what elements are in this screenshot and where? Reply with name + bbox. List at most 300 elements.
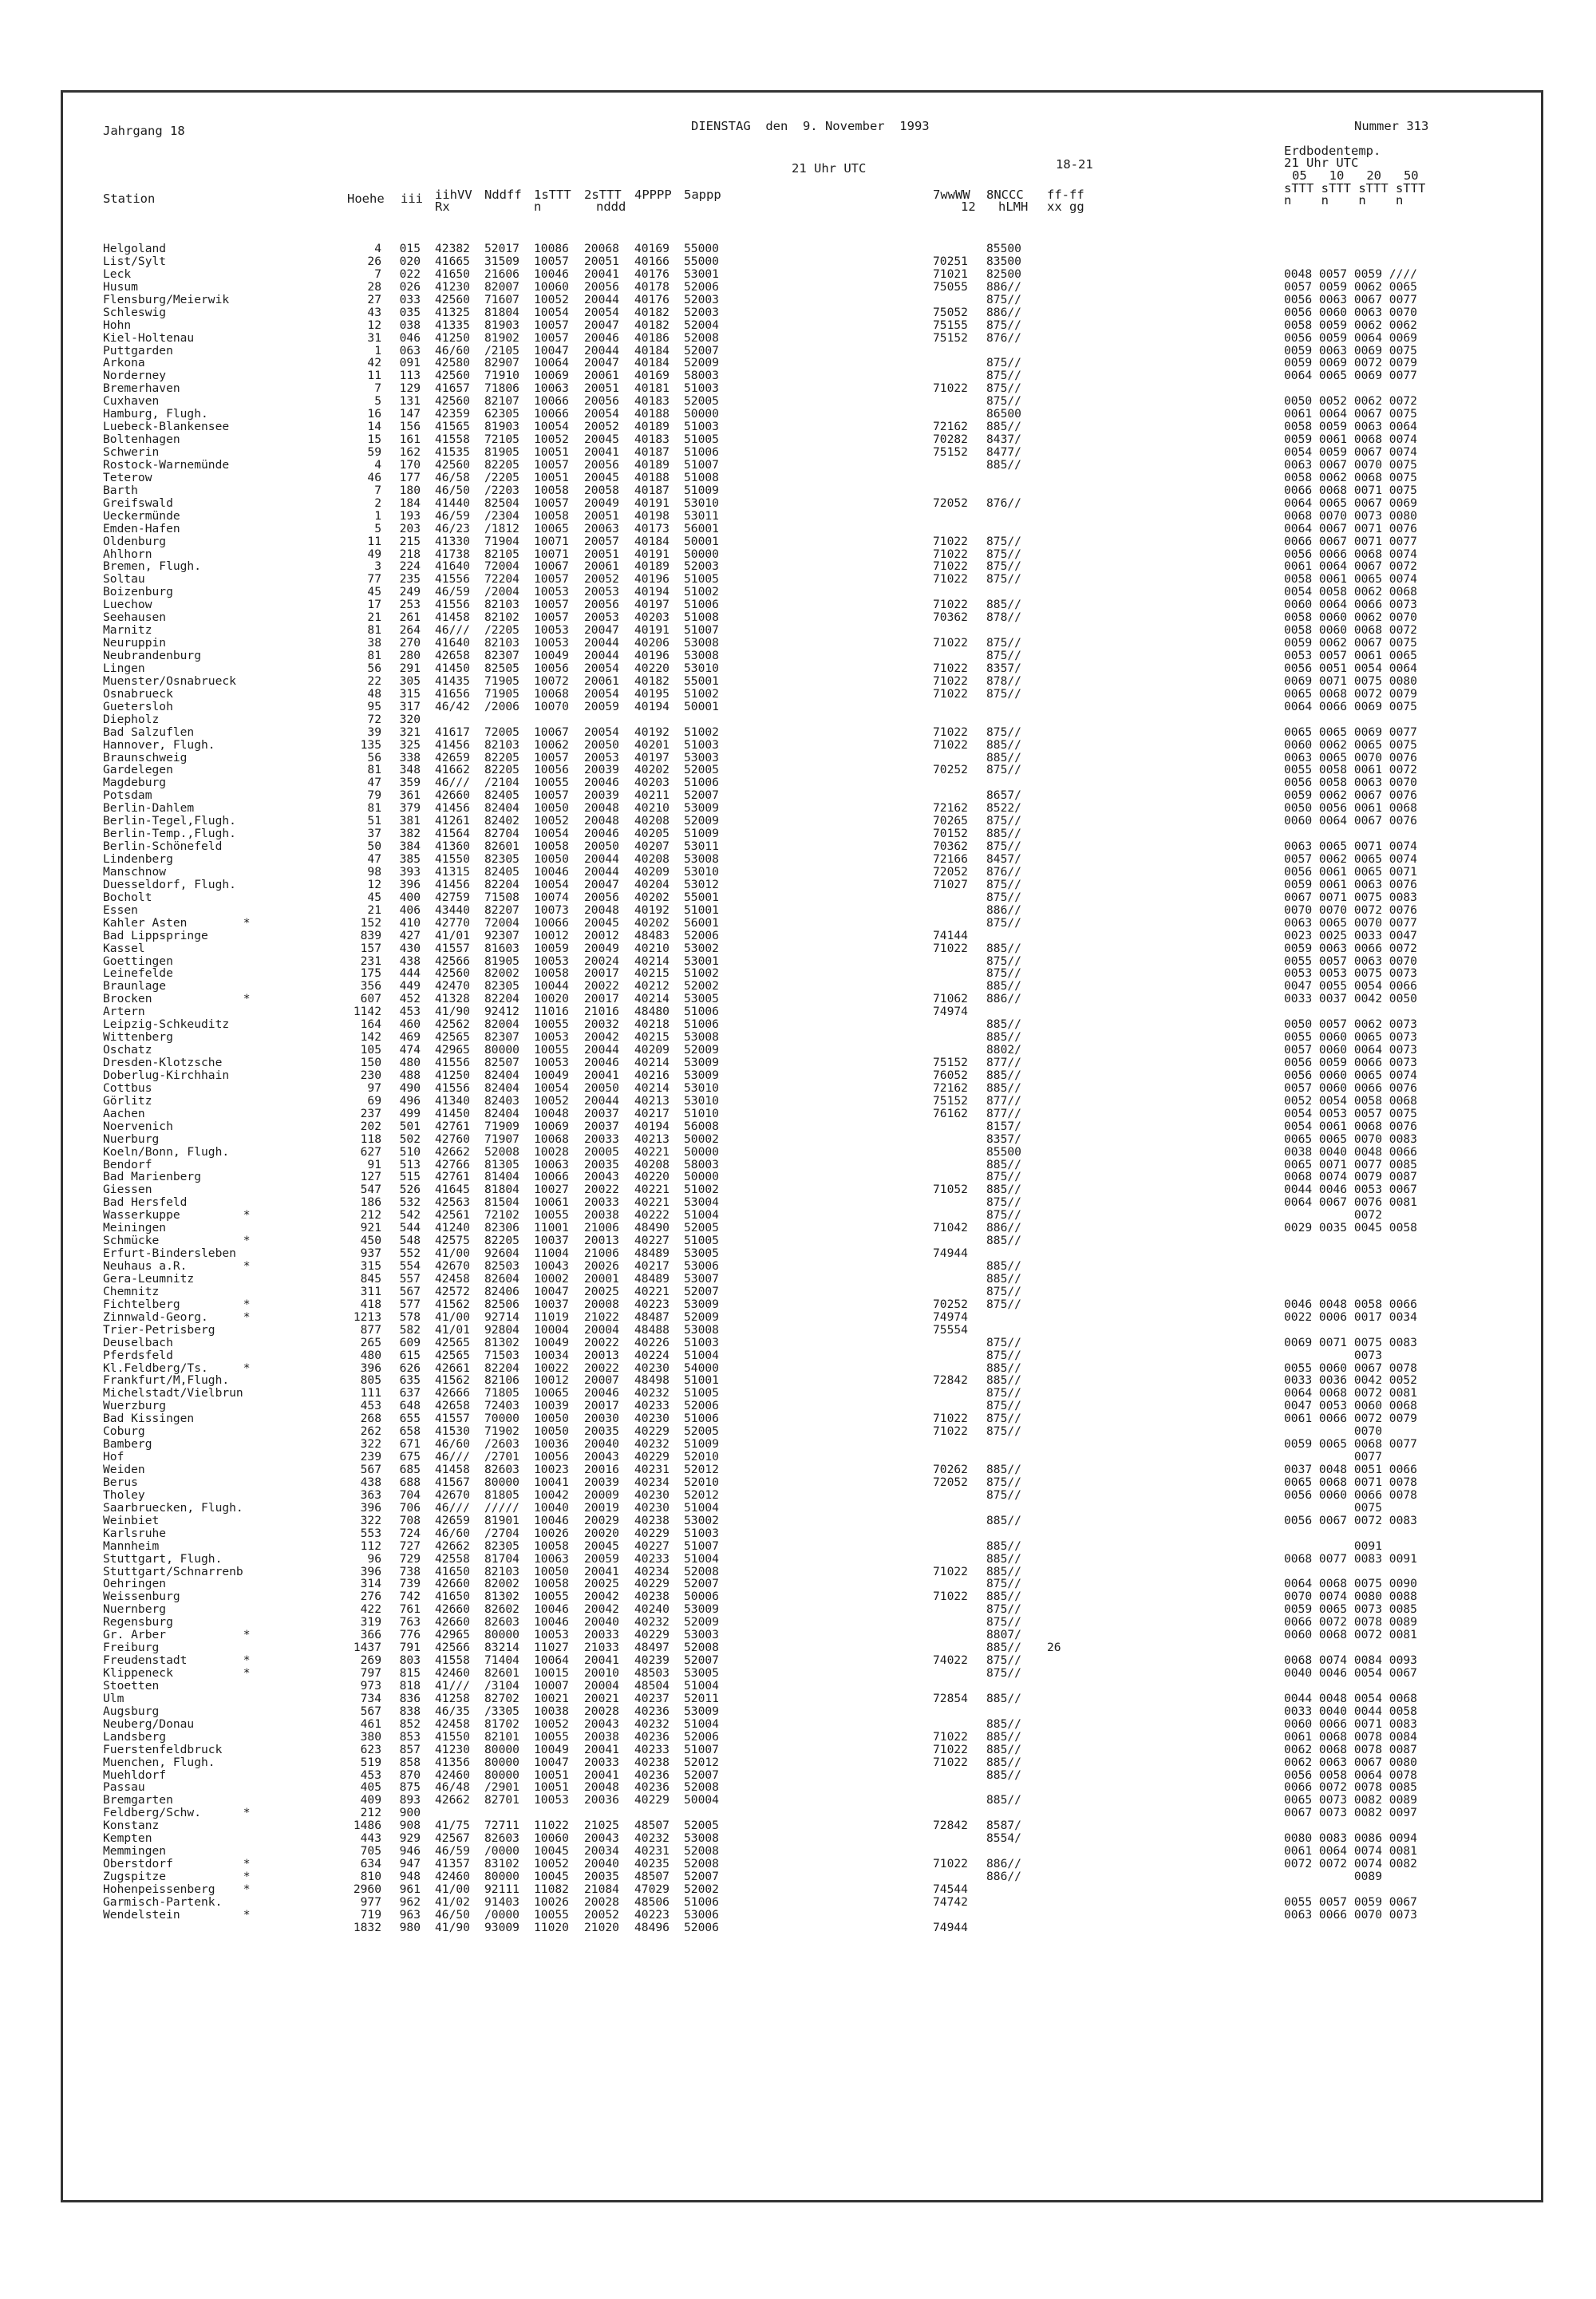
cell-t1: 10046 — [534, 864, 569, 879]
station-row — [63, 1082, 1541, 1095]
cell-cloud: 83500 — [986, 254, 1021, 268]
cell-soil: 0054 0059 0067 0074 — [1284, 445, 1417, 459]
cell-p5: 54000 — [684, 1361, 719, 1375]
cell-hoehe: 734 — [360, 1691, 381, 1705]
cell-p5: 51006 — [684, 776, 719, 790]
cell-t2: 20048 — [584, 801, 619, 816]
col-header-soil-sub: n n n n — [1284, 193, 1404, 207]
cell-soil: 0054 0058 0062 0068 — [1284, 585, 1417, 599]
station-row — [63, 548, 1541, 561]
cell-p5: 52011 — [684, 1691, 719, 1705]
cell-soil: 0065 0071 0077 0085 — [1284, 1157, 1417, 1171]
cell-ww: 71022 — [933, 381, 968, 396]
cell-t2: 20004 — [584, 1678, 619, 1693]
cell-station: Barth — [103, 483, 138, 497]
cell-nddff: 82305 — [484, 852, 519, 866]
cell-cloud: 875// — [986, 356, 1021, 370]
cell-p4: 40207 — [634, 839, 670, 854]
cell-t2: 21025 — [584, 1819, 619, 1833]
cell-cloud: 85500 — [986, 1144, 1021, 1159]
cell-ww: 74022 — [933, 1653, 968, 1668]
cell-p5: 52007 — [684, 1653, 719, 1668]
cell-t1: 10045 — [534, 1844, 569, 1859]
cell-p5: 52009 — [684, 1615, 719, 1629]
cell-nddff: 82102 — [484, 610, 519, 625]
cell-iii: 170 — [399, 457, 421, 472]
cell-hoehe: 480 — [360, 1348, 381, 1362]
cell-nddff: 71404 — [484, 1653, 519, 1668]
cell-p5: 56001 — [684, 521, 719, 535]
soil-temp-time: 21 Uhr UTC — [1284, 156, 1359, 170]
cell-station: Norderney — [103, 369, 167, 383]
cell-hoehe: 112 — [360, 1539, 381, 1553]
cell-station: Erfurt-Bindersleben — [103, 1246, 236, 1261]
cell-t2: 20043 — [584, 1450, 619, 1464]
cell-cloud: 875// — [986, 1602, 1021, 1617]
station-row — [63, 306, 1541, 319]
cell-station: Artern — [103, 1005, 145, 1019]
cell-iii: 382 — [399, 827, 421, 841]
cell-soil: 0077 — [1284, 1450, 1383, 1464]
cell-t1: 10054 — [534, 305, 569, 319]
cell-p5: 51009 — [684, 1437, 719, 1452]
station-row — [63, 1616, 1541, 1629]
station-row — [63, 1298, 1541, 1311]
cell-soil: 0023 0025 0033 0047 — [1284, 928, 1417, 942]
cell-p5: 53005 — [684, 1246, 719, 1261]
cell-ww: 71022 — [933, 1729, 968, 1744]
cell-p5: 51004 — [684, 1500, 719, 1515]
cell-t1: 10026 — [534, 1894, 569, 1909]
cell-p4: 40218 — [634, 1017, 670, 1032]
cell-p5: 55001 — [684, 890, 719, 904]
cell-cloud: 875// — [986, 1475, 1021, 1489]
cell-cloud: 8457/ — [986, 852, 1021, 866]
cell-nddff: 82305 — [484, 979, 519, 993]
cell-p5: 52005 — [684, 394, 719, 409]
cell-nddff: 82305 — [484, 1539, 519, 1553]
cell-hoehe: 26 — [367, 254, 381, 268]
cell-p4: 40192 — [634, 903, 670, 917]
cell-t1: 10052 — [534, 1716, 569, 1731]
cell-station: Karlsruhe — [103, 1526, 167, 1540]
cell-p4: 40197 — [634, 750, 670, 764]
cell-p5: 53006 — [684, 1259, 719, 1273]
cell-nddff: 80000 — [484, 1755, 519, 1769]
cell-p5: 51006 — [684, 445, 719, 459]
cell-p5: 51006 — [684, 1005, 719, 1019]
cell-t2: 20033 — [584, 1755, 619, 1769]
cell-iihvv: 41650 — [435, 1590, 470, 1604]
cell-t2: 20035 — [584, 1870, 619, 1883]
cell-t1: 10037 — [534, 1234, 569, 1248]
cell-p5: 52008 — [684, 1641, 719, 1655]
cell-cloud: 875// — [986, 1424, 1021, 1439]
cell-p4: 40224 — [634, 1348, 670, 1362]
cell-soil: 0075 — [1284, 1500, 1383, 1515]
cell-iihvv: 42580 — [435, 356, 470, 370]
cell-p4: 40202 — [634, 890, 670, 904]
cell-hoehe: 97 — [367, 1080, 381, 1095]
cell-hoehe: 22 — [367, 674, 381, 688]
cell-p5: 53008 — [684, 852, 719, 866]
station-row — [63, 1832, 1541, 1845]
cell-iihvv: 41456 — [435, 737, 470, 752]
cell-station: Boizenburg — [103, 585, 173, 599]
cell-iii: 727 — [399, 1539, 421, 1553]
station-row — [63, 573, 1541, 586]
col-header-ff-sub: xx gg — [1047, 199, 1084, 214]
cell-hoehe: 567 — [360, 1463, 381, 1476]
cell-hoehe: 380 — [360, 1729, 381, 1744]
cell-ww: 75055 — [933, 279, 968, 294]
cell-station: Goettingen — [103, 954, 173, 968]
station-row — [63, 1629, 1541, 1641]
station-row — [63, 1540, 1541, 1553]
cell-p5: 51006 — [684, 1894, 719, 1909]
cell-t2: 20025 — [584, 1284, 619, 1298]
cell-cloud: 885// — [986, 1513, 1021, 1527]
cell-cloud: 885// — [986, 1030, 1021, 1045]
cell-t2: 20036 — [584, 1793, 619, 1807]
cell-cloud: 885// — [986, 1361, 1021, 1375]
cell-ww: 71062 — [933, 992, 968, 1006]
cell-iii: 852 — [399, 1716, 421, 1731]
cell-iii: 449 — [399, 979, 421, 993]
cell-p5: 52003 — [684, 292, 719, 306]
cell-iii: 430 — [399, 941, 421, 955]
cell-nddff: /2704 — [484, 1526, 519, 1540]
cell-iihvv: 41558 — [435, 1653, 470, 1668]
cell-nddff: 71607 — [484, 292, 519, 306]
cell-p5: 52003 — [684, 305, 719, 319]
cell-nddff: 81603 — [484, 941, 519, 955]
cell-hoehe: 396 — [360, 1564, 381, 1578]
cell-p5: 50000 — [684, 1144, 719, 1159]
cell-p5: 52006 — [684, 1920, 719, 1934]
col-header-hoehe: Hoehe — [347, 192, 385, 206]
cell-p5: 51003 — [684, 1526, 719, 1540]
station-row — [63, 955, 1541, 968]
cell-cloud: 875// — [986, 686, 1021, 701]
cell-t1: 10058 — [534, 508, 569, 523]
cell-hoehe: 319 — [360, 1615, 381, 1629]
cell-hoehe: 127 — [360, 1170, 381, 1184]
cell-nddff: 82603 — [484, 1463, 519, 1476]
cell-cloud: 875// — [986, 814, 1021, 828]
cell-hoehe: 1142 — [353, 1005, 381, 1019]
station-row — [63, 421, 1541, 433]
cell-soil: 0040 0046 0054 0067 — [1284, 1666, 1417, 1680]
cell-cloud: 875// — [986, 1487, 1021, 1502]
cell-nddff: 81804 — [484, 1183, 519, 1197]
cell-t2: 20001 — [584, 1271, 619, 1286]
cell-hoehe: 396 — [360, 1361, 381, 1375]
cell-iihvv: 41558 — [435, 433, 470, 447]
cell-ww: 70262 — [933, 1463, 968, 1476]
cell-soil: 0065 0073 0082 0089 — [1284, 1793, 1417, 1807]
cell-soil: 0066 0067 0071 0077 — [1284, 534, 1417, 548]
cell-nddff: 71902 — [484, 1424, 519, 1439]
cell-station: Pferdsfeld — [103, 1348, 173, 1362]
cell-p4: 40206 — [634, 636, 670, 650]
cell-iii: 515 — [399, 1170, 421, 1184]
cell-iihvv: 41/00 — [435, 1246, 470, 1261]
cell-cloud: 885// — [986, 1271, 1021, 1286]
cell-t1: 10015 — [534, 1666, 569, 1680]
station-row — [63, 688, 1541, 701]
cell-station: Michelstadt/Vielbrun — [103, 1386, 243, 1400]
cell-t1: 10046 — [534, 267, 569, 281]
cell-p5: 52007 — [684, 1577, 719, 1591]
cell-iihvv: 46/23 — [435, 521, 470, 535]
station-row — [63, 1769, 1541, 1782]
cell-p5: 53010 — [684, 1080, 719, 1095]
cell-cloud: 885// — [986, 1183, 1021, 1197]
cell-hoehe: 422 — [360, 1602, 381, 1617]
station-row — [63, 1183, 1541, 1196]
cell-station: Landsberg — [103, 1729, 167, 1744]
cell-soil: 0061 0064 0067 0075 — [1284, 407, 1417, 421]
cell-soil: 0059 0062 0067 0076 — [1284, 788, 1417, 803]
station-table — [63, 243, 1541, 1934]
issue-number: Nummer 313 — [1354, 119, 1429, 133]
cell-station: Berlin-Dahlem — [103, 801, 195, 816]
cell-hoehe: 268 — [360, 1412, 381, 1426]
cell-iii: 818 — [399, 1678, 421, 1693]
cell-p4: 40187 — [634, 483, 670, 497]
cell-station: Trier-Petrisberg — [103, 1322, 215, 1337]
cell-iii: 963 — [399, 1907, 421, 1922]
cell-p4: 40214 — [634, 1056, 670, 1069]
cell-t2: 20056 — [584, 394, 619, 409]
cell-iii: 893 — [399, 1793, 421, 1807]
cell-cloud: 885// — [986, 750, 1021, 764]
cell-station: Gardelegen — [103, 763, 173, 777]
station-row — [63, 1667, 1541, 1680]
cell-nddff: ///// — [484, 1500, 519, 1515]
cell-p5: 50000 — [684, 407, 719, 421]
cell-ww: 71022 — [933, 1742, 968, 1756]
cell-p4: 40189 — [634, 420, 670, 434]
cell-hoehe: 186 — [360, 1195, 381, 1210]
cell-cloud: 875// — [986, 725, 1021, 739]
cell-nddff: 82505 — [484, 661, 519, 675]
station-row — [63, 1311, 1541, 1324]
cell-t2: 20051 — [584, 508, 619, 523]
cell-soil: 0056 0058 0064 0078 — [1284, 1768, 1417, 1782]
cell-t2: 20044 — [584, 636, 619, 650]
cell-station: Ahlhorn — [103, 547, 152, 561]
cell-t1: 10052 — [534, 1857, 569, 1871]
cell-soil: 0064 0068 0072 0081 — [1284, 1386, 1417, 1400]
cell-cloud: 875// — [986, 966, 1021, 981]
cell-nddff: 81702 — [484, 1716, 519, 1731]
cell-iihvv: 42567 — [435, 1831, 470, 1846]
cell-iihvv: 41240 — [435, 1221, 470, 1235]
cell-ww: 72166 — [933, 852, 968, 866]
cell-p5: 53005 — [684, 992, 719, 1006]
cell-iii: 046 — [399, 330, 421, 345]
station-row — [63, 891, 1541, 904]
cell-ww: 75554 — [933, 1322, 968, 1337]
cell-iihvv: 41/90 — [435, 1920, 470, 1934]
cell-ww: 74544 — [933, 1882, 968, 1896]
cell-soil: 0072 — [1284, 1208, 1383, 1223]
cell-p4: 48483 — [634, 928, 670, 942]
cell-p4: 40229 — [634, 1526, 670, 1540]
station-row — [63, 917, 1541, 930]
cell-cloud: 875// — [986, 1348, 1021, 1362]
cell-iihvv: 42575 — [435, 1234, 470, 1248]
cell-t1: 10064 — [534, 1653, 569, 1668]
cell-soil: 0073 — [1284, 1348, 1383, 1362]
cell-p4: 40191 — [634, 623, 670, 638]
cell-p5: 51005 — [684, 1386, 719, 1400]
cell-station: Potsdam — [103, 788, 152, 803]
cell-p5: 53012 — [684, 877, 719, 891]
cell-iii: 022 — [399, 267, 421, 281]
station-row — [63, 1781, 1541, 1794]
cell-hoehe: 634 — [360, 1857, 381, 1871]
col-header-soil: sTTT sTTT sTTT sTTT — [1284, 181, 1426, 196]
cell-ww: 71022 — [933, 725, 968, 739]
cell-p4: 48488 — [634, 1322, 670, 1337]
cell-station: Braunschweig — [103, 750, 188, 764]
cell-p4: 40236 — [634, 1729, 670, 1744]
cell-station: Braunlage — [103, 979, 167, 993]
cell-station: Husum — [103, 279, 138, 294]
cell-iii: 184 — [399, 496, 421, 510]
cell-ww: 70362 — [933, 610, 968, 625]
cell-t2: 20025 — [584, 1577, 619, 1591]
cell-iii: 838 — [399, 1704, 421, 1718]
cell-iihvv: 41556 — [435, 1080, 470, 1095]
cell-p5: 52006 — [684, 1729, 719, 1744]
station-row — [63, 1578, 1541, 1590]
cell-p5: 51004 — [684, 1348, 719, 1362]
cell-nddff: 71806 — [484, 381, 519, 396]
cell-p5: 52007 — [684, 343, 719, 357]
cell-station: Greifswald — [103, 496, 173, 510]
cell-nddff: 82504 — [484, 496, 519, 510]
cell-iihvv: 46/58 — [435, 470, 470, 484]
cell-t1: 10060 — [534, 1831, 569, 1846]
cell-p4: 40220 — [634, 1170, 670, 1184]
cell-station: Essen — [103, 903, 138, 917]
cell-p4: 40182 — [634, 318, 670, 332]
cell-iihvv: 42761 — [435, 1170, 470, 1184]
station-row — [63, 1756, 1541, 1769]
cell-p5: 51003 — [684, 420, 719, 434]
cell-p5: 51004 — [684, 1208, 719, 1223]
cell-t2: 20041 — [584, 1768, 619, 1782]
cell-iii: 739 — [399, 1577, 421, 1591]
cell-nddff: /2105 — [484, 343, 519, 357]
station-row — [63, 866, 1541, 879]
cell-p5: 53009 — [684, 1068, 719, 1082]
station-row — [63, 650, 1541, 662]
cell-iii: 776 — [399, 1628, 421, 1642]
cell-hoehe: 202 — [360, 1119, 381, 1133]
cell-nddff: 82204 — [484, 992, 519, 1006]
cell-p4: 48504 — [634, 1678, 670, 1693]
cell-t2: 20061 — [584, 674, 619, 688]
cell-iihvv: 42460 — [435, 1666, 470, 1680]
cell-p4: 40231 — [634, 1844, 670, 1859]
cell-p4: 40198 — [634, 508, 670, 523]
cell-t2: 20046 — [584, 330, 619, 345]
station-row — [63, 1069, 1541, 1082]
cell-t1: 10050 — [534, 1424, 569, 1439]
cell-p4: 40230 — [634, 1412, 670, 1426]
cell-station: Muenchen, Flugh. — [103, 1755, 215, 1769]
station-row — [63, 624, 1541, 637]
cell-hoehe: 269 — [360, 1653, 381, 1668]
cell-p5: 55000 — [684, 254, 719, 268]
cell-station: Feldberg/Schw. * — [103, 1806, 251, 1820]
cell-t2: 20057 — [584, 534, 619, 548]
cell-t1: 10057 — [534, 610, 569, 625]
cell-p4: 40184 — [634, 534, 670, 548]
cell-p5: 53008 — [684, 649, 719, 662]
col-header-p4: 4PPPP — [634, 188, 672, 202]
cell-t2: 20022 — [584, 1361, 619, 1375]
cell-p4: 40215 — [634, 1030, 670, 1045]
cell-t2: 20019 — [584, 1500, 619, 1515]
cell-t2: 20026 — [584, 1259, 619, 1273]
cell-iihvv: 46/60 — [435, 1437, 470, 1452]
cell-nddff: 81901 — [484, 1513, 519, 1527]
cell-cloud: 875// — [986, 1335, 1021, 1349]
cell-iii: 980 — [399, 1920, 421, 1934]
station-row — [63, 1425, 1541, 1438]
cell-p5: 50000 — [684, 547, 719, 561]
cell-station: Meiningen — [103, 1221, 167, 1235]
station-row — [63, 345, 1541, 357]
cell-nddff: 92111 — [484, 1882, 519, 1896]
cell-t1: 10058 — [534, 483, 569, 497]
station-row — [63, 675, 1541, 688]
cell-station: Weiden — [103, 1463, 145, 1476]
cell-ff: 26 — [1047, 1641, 1061, 1655]
station-row — [63, 1603, 1541, 1616]
cell-iii: 578 — [399, 1309, 421, 1324]
cell-iii: 499 — [399, 1106, 421, 1120]
cell-p4: 48480 — [634, 1005, 670, 1019]
cell-ww: 72854 — [933, 1691, 968, 1705]
station-row — [63, 408, 1541, 421]
cell-p4: 40187 — [634, 445, 670, 459]
cell-p4: 40173 — [634, 521, 670, 535]
cell-iihvv: 42460 — [435, 1870, 470, 1883]
cell-nddff: 80000 — [484, 1742, 519, 1756]
cell-ww: 72052 — [933, 864, 968, 879]
cell-hoehe: 42 — [367, 356, 381, 370]
cell-iii: 305 — [399, 674, 421, 688]
cell-soil: 0056 0066 0068 0074 — [1284, 547, 1417, 561]
cell-station: Ulm — [103, 1691, 124, 1705]
cell-station: Leck — [103, 267, 132, 281]
cell-iii: 400 — [399, 890, 421, 904]
cell-t2: 20048 — [584, 814, 619, 828]
cell-ww: 75152 — [933, 330, 968, 345]
cell-hoehe: 607 — [360, 992, 381, 1006]
cell-ww: 71052 — [933, 1183, 968, 1197]
cell-p5: 53009 — [684, 801, 719, 816]
cell-p5: 53009 — [684, 1056, 719, 1069]
cell-t1: 10012 — [534, 928, 569, 942]
